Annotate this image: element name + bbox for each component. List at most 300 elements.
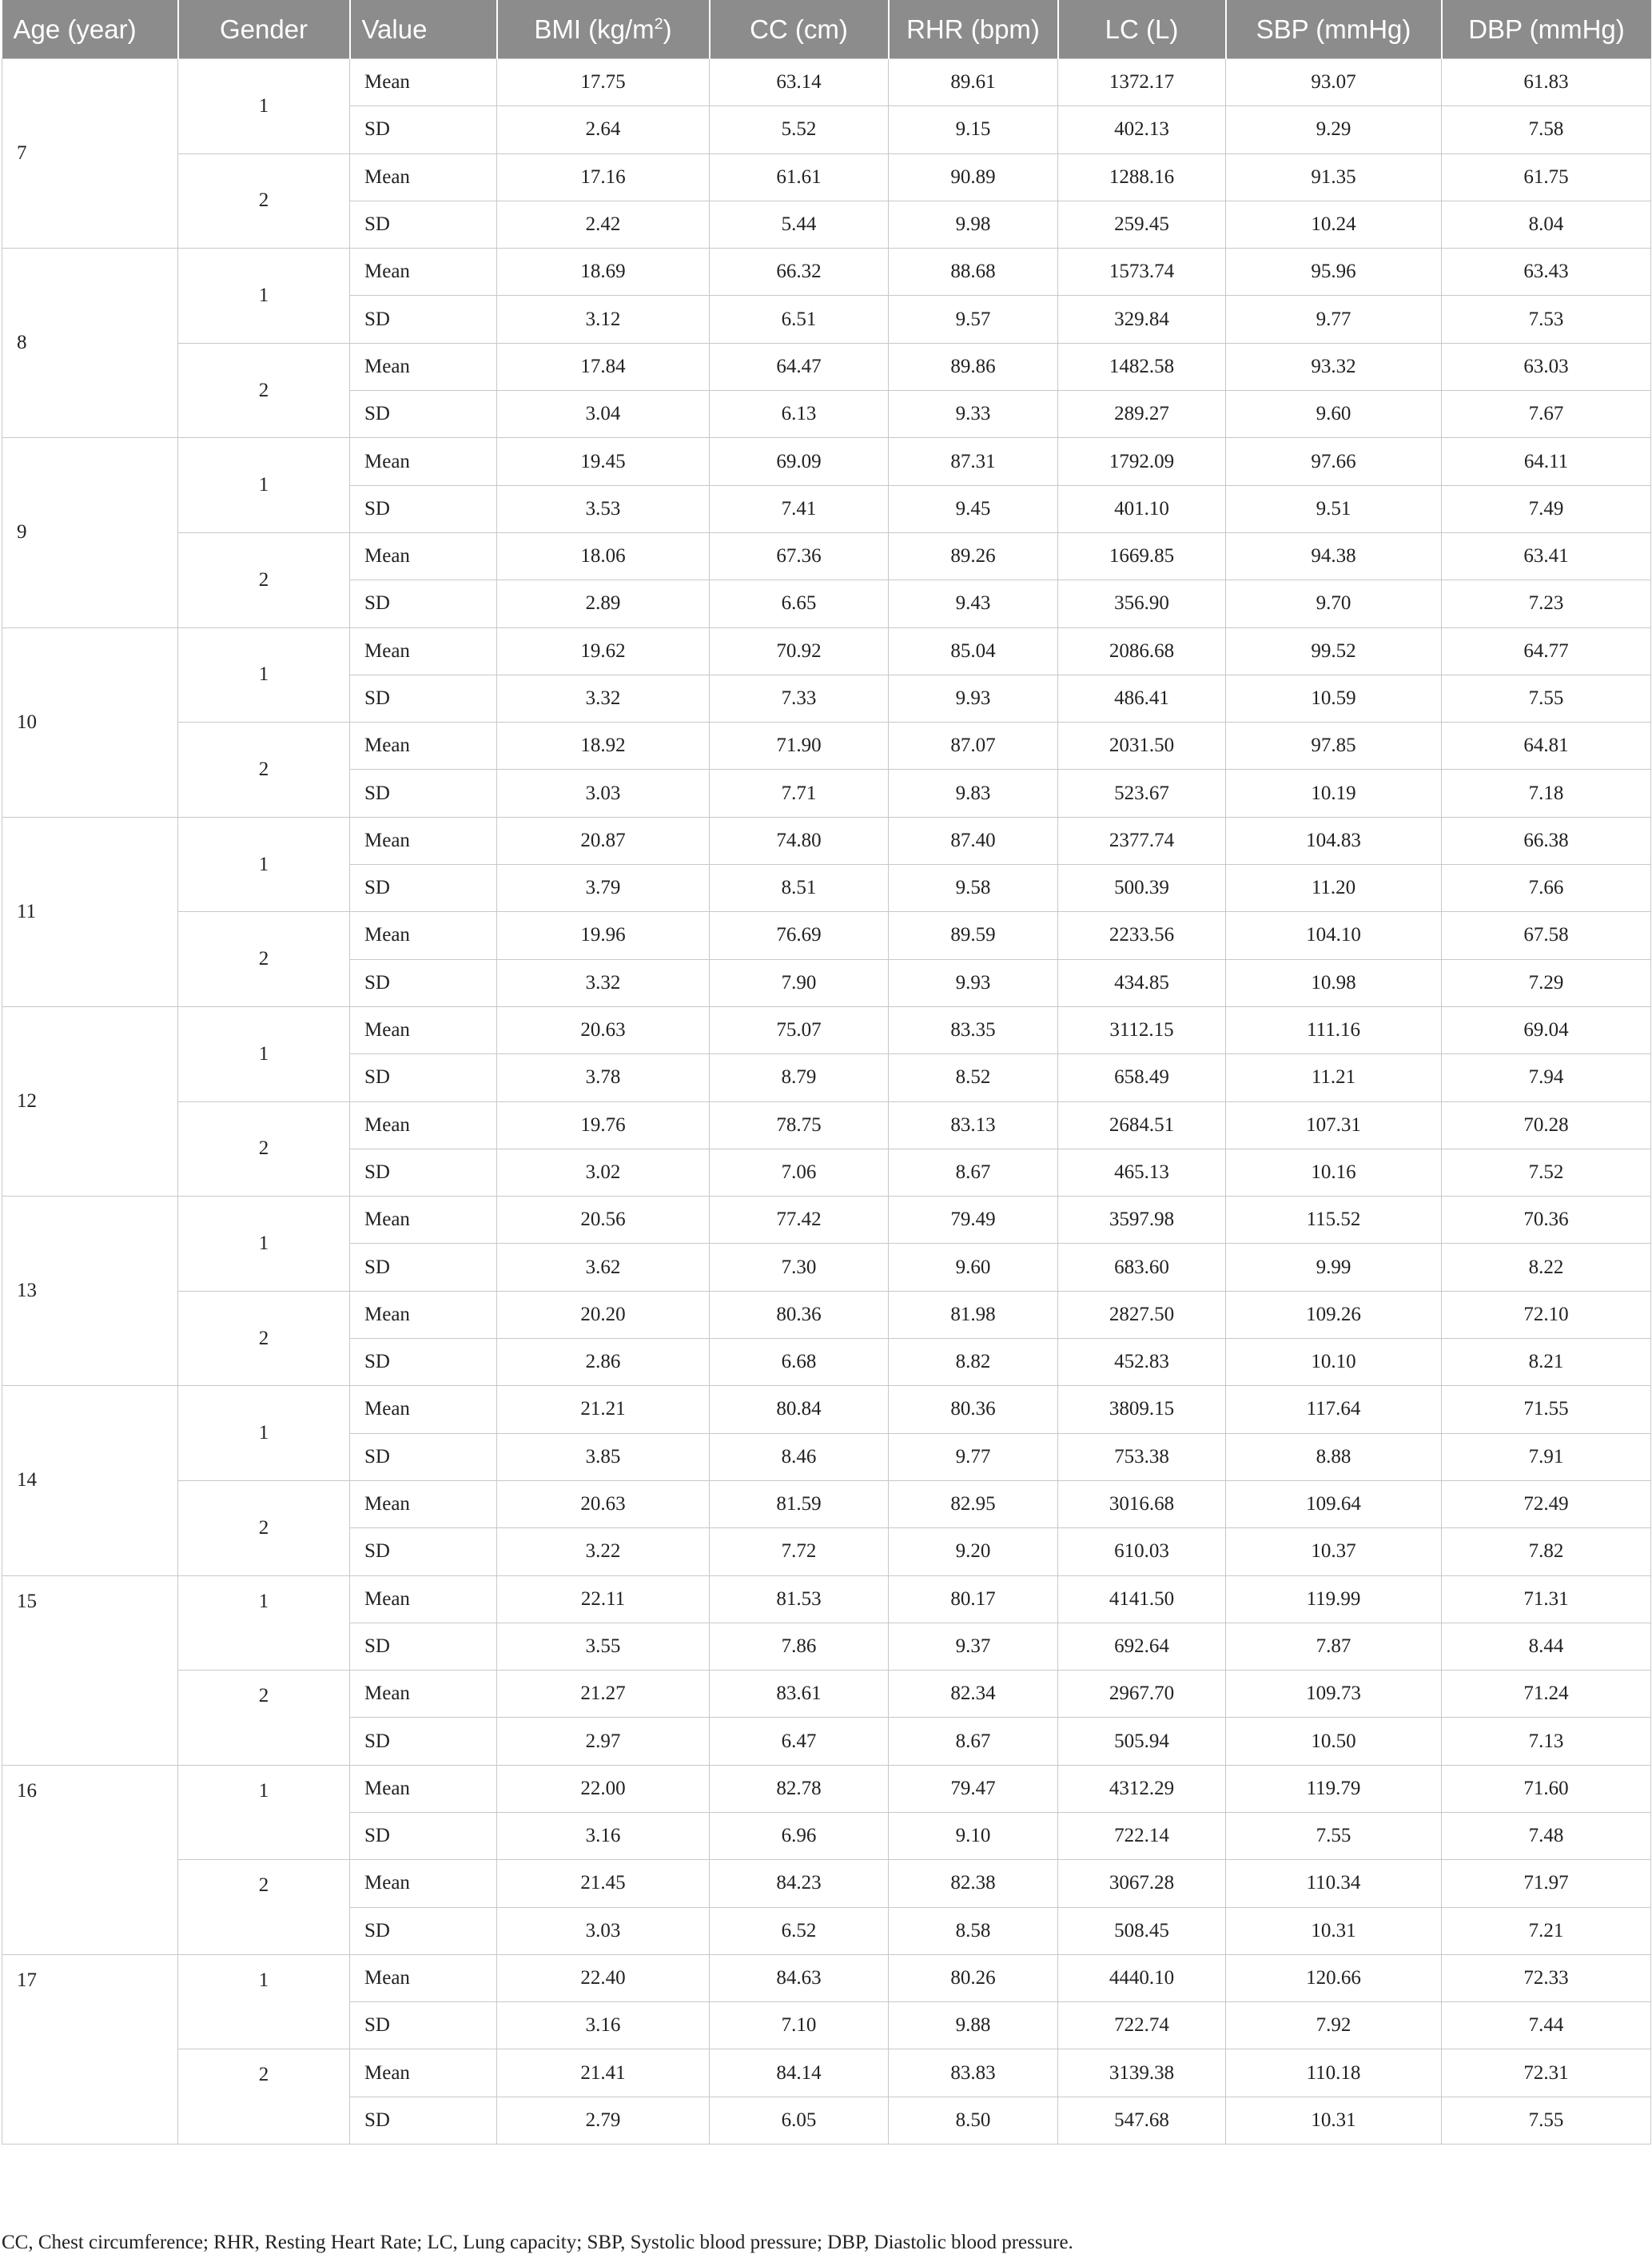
lc-cell: 4440.10	[1058, 1954, 1226, 2001]
sbp-cell: 109.73	[1226, 1671, 1442, 1718]
lc-cell: 2377.74	[1058, 817, 1226, 864]
sbp-cell: 94.38	[1226, 532, 1442, 579]
cc-cell: 84.23	[710, 1860, 889, 1907]
rhr-cell: 9.57	[889, 296, 1058, 343]
table-row	[2, 343, 1651, 390]
table-row	[2, 249, 1651, 296]
dbp-cell: 70.28	[1442, 1101, 1651, 1149]
gender-cell: 2	[178, 2049, 350, 2145]
rhr-cell: 87.40	[889, 817, 1058, 864]
dbp-cell: 7.52	[1442, 1149, 1651, 1196]
stat-cell: SD	[350, 391, 497, 438]
age-cell: 17	[2, 1954, 178, 2144]
lc-cell: 2233.56	[1058, 912, 1226, 959]
bmi-cell: 3.32	[497, 959, 710, 1006]
table-row	[2, 532, 1651, 579]
stat-cell: Mean	[350, 1006, 497, 1053]
cc-cell: 7.90	[710, 959, 889, 1006]
stat-cell: Mean	[350, 1765, 497, 1812]
bmi-cell: 22.40	[497, 1954, 710, 2001]
table-row	[2, 1480, 1651, 1527]
stat-cell: SD	[350, 1149, 497, 1196]
bmi-cell: 22.11	[497, 1575, 710, 1623]
sbp-cell: 104.83	[1226, 817, 1442, 864]
sbp-cell: 8.88	[1226, 1433, 1442, 1480]
stat-cell: SD	[350, 1623, 497, 1670]
rhr-cell: 9.88	[889, 2002, 1058, 2049]
dbp-cell: 7.67	[1442, 391, 1651, 438]
header-bmi-superscript: 2	[654, 14, 663, 33]
dbp-cell: 7.21	[1442, 1907, 1651, 1954]
bmi-cell: 21.27	[497, 1671, 710, 1718]
sbp-cell: 11.20	[1226, 865, 1442, 912]
table-header	[2, 0, 1651, 59]
sbp-cell: 109.64	[1226, 1480, 1442, 1527]
dbp-cell: 64.77	[1442, 627, 1651, 675]
dbp-cell: 7.55	[1442, 2097, 1651, 2144]
table-row	[2, 153, 1651, 201]
rhr-cell: 79.49	[889, 1197, 1058, 1244]
lc-cell: 547.68	[1058, 2097, 1226, 2144]
cc-cell: 7.06	[710, 1149, 889, 1196]
rhr-cell: 9.33	[889, 391, 1058, 438]
sbp-cell: 7.87	[1226, 1623, 1442, 1670]
gender-cell: 1	[178, 1006, 350, 1101]
rhr-cell: 87.31	[889, 438, 1058, 485]
dbp-cell: 72.49	[1442, 1480, 1651, 1527]
rhr-cell: 9.83	[889, 770, 1058, 817]
rhr-cell: 9.98	[889, 201, 1058, 248]
cc-cell: 64.47	[710, 343, 889, 390]
rhr-cell: 9.43	[889, 580, 1058, 627]
lc-cell: 523.67	[1058, 770, 1226, 817]
header-value: Value	[350, 0, 497, 59]
cc-cell: 7.72	[710, 1528, 889, 1575]
gender-cell: 1	[178, 1765, 350, 1860]
cc-cell: 81.53	[710, 1575, 889, 1623]
age-cell: 12	[2, 1006, 178, 1196]
table-row	[2, 2049, 1651, 2097]
sbp-cell: 119.99	[1226, 1575, 1442, 1623]
lc-cell: 1288.16	[1058, 153, 1226, 201]
stat-cell: Mean	[350, 249, 497, 296]
gender-cell: 1	[178, 438, 350, 533]
dbp-cell: 72.10	[1442, 1291, 1651, 1338]
rhr-cell: 8.58	[889, 1907, 1058, 1954]
dbp-cell: 7.91	[1442, 1433, 1651, 1480]
rhr-cell: 8.67	[889, 1718, 1058, 1765]
age-cell: 15	[2, 1575, 178, 1765]
lc-cell: 4141.50	[1058, 1575, 1226, 1623]
sbp-cell: 104.10	[1226, 912, 1442, 959]
age-cell: 8	[2, 249, 178, 438]
stat-cell: Mean	[350, 1480, 497, 1527]
sbp-cell: 99.52	[1226, 627, 1442, 675]
stat-cell: Mean	[350, 1575, 497, 1623]
age-cell: 11	[2, 817, 178, 1006]
gender-cell: 2	[178, 532, 350, 627]
stat-cell: Mean	[350, 153, 497, 201]
lc-cell: 1482.58	[1058, 343, 1226, 390]
lc-cell: 465.13	[1058, 1149, 1226, 1196]
bmi-cell: 2.89	[497, 580, 710, 627]
rhr-cell: 9.10	[889, 1812, 1058, 1859]
cc-cell: 6.47	[710, 1718, 889, 1765]
header-dbp: DBP (mmHg)	[1442, 0, 1651, 59]
lc-cell: 402.13	[1058, 106, 1226, 153]
stat-cell: Mean	[350, 817, 497, 864]
table-row	[2, 1860, 1651, 1907]
lc-cell: 692.64	[1058, 1623, 1226, 1670]
stat-cell: SD	[350, 675, 497, 722]
dbp-cell: 61.83	[1442, 59, 1651, 106]
cc-cell: 69.09	[710, 438, 889, 485]
table-row	[2, 723, 1651, 770]
sbp-cell: 97.85	[1226, 723, 1442, 770]
dbp-cell: 8.44	[1442, 1623, 1651, 1670]
sbp-cell: 7.55	[1226, 1812, 1442, 1859]
cc-cell: 6.52	[710, 1907, 889, 1954]
lc-cell: 722.74	[1058, 2002, 1226, 2049]
cc-cell: 84.14	[710, 2049, 889, 2097]
table-row	[2, 1386, 1651, 1433]
table-row	[2, 627, 1651, 675]
cc-cell: 7.86	[710, 1623, 889, 1670]
bmi-cell: 3.55	[497, 1623, 710, 1670]
bmi-cell: 20.63	[497, 1006, 710, 1053]
sbp-cell: 97.66	[1226, 438, 1442, 485]
sbp-cell: 9.99	[1226, 1244, 1442, 1291]
dbp-cell: 72.33	[1442, 1954, 1651, 2001]
lc-cell: 3112.15	[1058, 1006, 1226, 1053]
lc-cell: 3597.98	[1058, 1197, 1226, 1244]
sbp-cell: 110.18	[1226, 2049, 1442, 2097]
dbp-cell: 8.21	[1442, 1339, 1651, 1386]
stat-cell: Mean	[350, 723, 497, 770]
lc-cell: 1792.09	[1058, 438, 1226, 485]
cc-cell: 6.13	[710, 391, 889, 438]
lc-cell: 505.94	[1058, 1718, 1226, 1765]
cc-cell: 7.41	[710, 485, 889, 532]
rhr-cell: 82.95	[889, 1480, 1058, 1527]
age-cell: 16	[2, 1765, 178, 1954]
dbp-cell: 71.24	[1442, 1671, 1651, 1718]
sbp-cell: 109.26	[1226, 1291, 1442, 1338]
age-cell: 7	[2, 59, 178, 249]
dbp-cell: 64.81	[1442, 723, 1651, 770]
lc-cell: 2967.70	[1058, 1671, 1226, 1718]
stat-cell: Mean	[350, 59, 497, 106]
stat-cell: Mean	[350, 1386, 497, 1433]
table-row	[2, 59, 1651, 106]
cc-cell: 84.63	[710, 1954, 889, 2001]
sbp-cell: 9.70	[1226, 580, 1442, 627]
cc-cell: 6.68	[710, 1339, 889, 1386]
cc-cell: 83.61	[710, 1671, 889, 1718]
sbp-cell: 10.19	[1226, 770, 1442, 817]
bmi-cell: 2.79	[497, 2097, 710, 2144]
rhr-cell: 9.15	[889, 106, 1058, 153]
sbp-cell: 107.31	[1226, 1101, 1442, 1149]
lc-cell: 259.45	[1058, 201, 1226, 248]
bmi-cell: 21.45	[497, 1860, 710, 1907]
dbp-cell: 8.04	[1442, 201, 1651, 248]
age-cell: 13	[2, 1197, 178, 1386]
cc-cell: 80.36	[710, 1291, 889, 1338]
dbp-cell: 7.29	[1442, 959, 1651, 1006]
rhr-cell: 90.89	[889, 153, 1058, 201]
bmi-cell: 2.97	[497, 1718, 710, 1765]
table-row	[2, 817, 1651, 864]
sbp-cell: 9.51	[1226, 485, 1442, 532]
rhr-cell: 80.26	[889, 1954, 1058, 2001]
rhr-cell: 8.82	[889, 1339, 1058, 1386]
cc-cell: 80.84	[710, 1386, 889, 1433]
bmi-cell: 2.42	[497, 201, 710, 248]
stat-cell: SD	[350, 1433, 497, 1480]
lc-cell: 2086.68	[1058, 627, 1226, 675]
sbp-cell: 95.96	[1226, 249, 1442, 296]
dbp-cell: 7.66	[1442, 865, 1651, 912]
bmi-cell: 3.16	[497, 1812, 710, 1859]
lc-cell: 500.39	[1058, 865, 1226, 912]
rhr-cell: 9.93	[889, 959, 1058, 1006]
dbp-cell: 63.43	[1442, 249, 1651, 296]
sbp-cell: 10.24	[1226, 201, 1442, 248]
dbp-cell: 71.60	[1442, 1765, 1651, 1812]
cc-cell: 74.80	[710, 817, 889, 864]
stat-cell: SD	[350, 959, 497, 1006]
cc-cell: 6.65	[710, 580, 889, 627]
stat-cell: Mean	[350, 1860, 497, 1907]
header-age: Age (year)	[2, 0, 178, 59]
bmi-cell: 18.69	[497, 249, 710, 296]
header-lc: LC (L)	[1058, 0, 1226, 59]
gender-cell: 2	[178, 723, 350, 818]
sbp-cell: 10.10	[1226, 1339, 1442, 1386]
dbp-cell: 71.31	[1442, 1575, 1651, 1623]
bmi-cell: 19.96	[497, 912, 710, 959]
cc-cell: 70.92	[710, 627, 889, 675]
age-cell: 9	[2, 438, 178, 627]
lc-cell: 1372.17	[1058, 59, 1226, 106]
sbp-cell: 10.16	[1226, 1149, 1442, 1196]
bmi-cell: 2.64	[497, 106, 710, 153]
dbp-cell: 69.04	[1442, 1006, 1651, 1053]
header-gender: Gender	[178, 0, 350, 59]
sbp-cell: 110.34	[1226, 1860, 1442, 1907]
stat-cell: SD	[350, 1907, 497, 1954]
cc-cell: 7.71	[710, 770, 889, 817]
dbp-cell: 7.13	[1442, 1718, 1651, 1765]
lc-cell: 3809.15	[1058, 1386, 1226, 1433]
stat-cell: SD	[350, 1244, 497, 1291]
rhr-cell: 8.50	[889, 2097, 1058, 2144]
bmi-cell: 20.20	[497, 1291, 710, 1338]
cc-cell: 5.52	[710, 106, 889, 153]
rhr-cell: 85.04	[889, 627, 1058, 675]
stat-cell: SD	[350, 1054, 497, 1101]
stat-cell: SD	[350, 296, 497, 343]
stat-cell: SD	[350, 1812, 497, 1859]
lc-cell: 4312.29	[1058, 1765, 1226, 1812]
lc-cell: 3139.38	[1058, 2049, 1226, 2097]
bmi-cell: 20.56	[497, 1197, 710, 1244]
rhr-cell: 83.83	[889, 2049, 1058, 2097]
stat-cell: Mean	[350, 343, 497, 390]
lc-cell: 2031.50	[1058, 723, 1226, 770]
lc-cell: 486.41	[1058, 675, 1226, 722]
dbp-cell: 63.41	[1442, 532, 1651, 579]
bmi-cell: 3.62	[497, 1244, 710, 1291]
bmi-cell: 3.12	[497, 296, 710, 343]
dbp-cell: 7.18	[1442, 770, 1651, 817]
dbp-cell: 66.38	[1442, 817, 1651, 864]
age-cell: 10	[2, 627, 178, 817]
stat-cell: Mean	[350, 1954, 497, 2001]
sbp-cell: 117.64	[1226, 1386, 1442, 1433]
stat-cell: Mean	[350, 438, 497, 485]
header-bmi-close: )	[663, 14, 672, 44]
rhr-cell: 9.60	[889, 1244, 1058, 1291]
table-row	[2, 1671, 1651, 1718]
dbp-cell: 7.55	[1442, 675, 1651, 722]
rhr-cell: 80.36	[889, 1386, 1058, 1433]
bmi-cell: 3.03	[497, 770, 710, 817]
cc-cell: 71.90	[710, 723, 889, 770]
stat-cell: Mean	[350, 2049, 497, 2097]
rhr-cell: 8.52	[889, 1054, 1058, 1101]
bmi-cell: 21.41	[497, 2049, 710, 2097]
cc-cell: 77.42	[710, 1197, 889, 1244]
lc-cell: 610.03	[1058, 1528, 1226, 1575]
stat-cell: Mean	[350, 627, 497, 675]
dbp-cell: 64.11	[1442, 438, 1651, 485]
stat-cell: SD	[350, 1528, 497, 1575]
cc-cell: 8.46	[710, 1433, 889, 1480]
header-sbp: SBP (mmHg)	[1226, 0, 1442, 59]
stat-cell: Mean	[350, 1291, 497, 1338]
gender-cell: 2	[178, 912, 350, 1007]
gender-cell: 2	[178, 343, 350, 438]
dbp-cell: 71.97	[1442, 1860, 1651, 1907]
bmi-cell: 3.03	[497, 1907, 710, 1954]
lc-cell: 2684.51	[1058, 1101, 1226, 1149]
cc-cell: 76.69	[710, 912, 889, 959]
sbp-cell: 9.60	[1226, 391, 1442, 438]
sbp-cell: 10.37	[1226, 1528, 1442, 1575]
rhr-cell: 9.37	[889, 1623, 1058, 1670]
sbp-cell: 10.31	[1226, 1907, 1442, 1954]
rhr-cell: 82.38	[889, 1860, 1058, 1907]
dbp-cell: 7.82	[1442, 1528, 1651, 1575]
cc-cell: 6.96	[710, 1812, 889, 1859]
dbp-cell: 7.44	[1442, 2002, 1651, 2049]
gender-cell: 2	[178, 1480, 350, 1575]
rhr-cell: 80.17	[889, 1575, 1058, 1623]
bmi-cell: 21.21	[497, 1386, 710, 1433]
rhr-cell: 79.47	[889, 1765, 1058, 1812]
rhr-cell: 9.77	[889, 1433, 1058, 1480]
bmi-cell: 3.22	[497, 1528, 710, 1575]
cc-cell: 7.33	[710, 675, 889, 722]
dbp-cell: 7.53	[1442, 296, 1651, 343]
dbp-cell: 67.58	[1442, 912, 1651, 959]
gender-cell: 1	[178, 1197, 350, 1292]
gender-cell: 2	[178, 1101, 350, 1197]
bmi-cell: 20.63	[497, 1480, 710, 1527]
cc-cell: 67.36	[710, 532, 889, 579]
table-row	[2, 438, 1651, 485]
gender-cell: 1	[178, 1575, 350, 1671]
bmi-cell: 3.78	[497, 1054, 710, 1101]
table-row	[2, 1197, 1651, 1244]
stat-cell: Mean	[350, 1197, 497, 1244]
dbp-cell: 63.03	[1442, 343, 1651, 390]
cc-cell: 75.07	[710, 1006, 889, 1053]
dbp-cell: 8.22	[1442, 1244, 1651, 1291]
table-footnote: CC, Chest circumference; RHR, Resting Heart Rate; LC, Lung capacity; SBP, Systolic blood pressure; DBP, Diastolic blood pressure.	[2, 2232, 1073, 2253]
dbp-cell: 7.94	[1442, 1054, 1651, 1101]
gender-cell: 1	[178, 627, 350, 723]
sbp-cell: 111.16	[1226, 1006, 1442, 1053]
stat-cell: SD	[350, 865, 497, 912]
bmi-cell: 19.76	[497, 1101, 710, 1149]
sbp-cell: 93.07	[1226, 59, 1442, 106]
bmi-cell: 3.53	[497, 485, 710, 532]
lc-cell: 401.10	[1058, 485, 1226, 532]
stat-cell: Mean	[350, 1671, 497, 1718]
rhr-cell: 9.45	[889, 485, 1058, 532]
cc-cell: 78.75	[710, 1101, 889, 1149]
dbp-cell: 71.55	[1442, 1386, 1651, 1433]
gender-cell: 2	[178, 1671, 350, 1766]
cc-cell: 5.44	[710, 201, 889, 248]
bmi-cell: 2.86	[497, 1339, 710, 1386]
rhr-cell: 9.58	[889, 865, 1058, 912]
header-cc: CC (cm)	[710, 0, 889, 59]
dbp-cell: 7.23	[1442, 580, 1651, 627]
rhr-cell: 89.26	[889, 532, 1058, 579]
rhr-cell: 89.86	[889, 343, 1058, 390]
lc-cell: 356.90	[1058, 580, 1226, 627]
bmi-cell: 19.45	[497, 438, 710, 485]
lc-cell: 3016.68	[1058, 1480, 1226, 1527]
bmi-cell: 18.92	[497, 723, 710, 770]
rhr-cell: 89.59	[889, 912, 1058, 959]
sbp-cell: 115.52	[1226, 1197, 1442, 1244]
rhr-cell: 83.35	[889, 1006, 1058, 1053]
sbp-cell: 7.92	[1226, 2002, 1442, 2049]
table-row	[2, 1954, 1651, 2001]
dbp-cell: 7.48	[1442, 1812, 1651, 1859]
lc-cell: 3067.28	[1058, 1860, 1226, 1907]
cc-cell: 7.10	[710, 2002, 889, 2049]
lc-cell: 329.84	[1058, 296, 1226, 343]
lc-cell: 508.45	[1058, 1907, 1226, 1954]
bmi-cell: 3.04	[497, 391, 710, 438]
header-rhr: RHR (bpm)	[889, 0, 1058, 59]
stat-cell: SD	[350, 2002, 497, 2049]
bmi-cell: 22.00	[497, 1765, 710, 1812]
bmi-cell: 3.85	[497, 1433, 710, 1480]
rhr-cell: 89.61	[889, 59, 1058, 106]
sbp-cell: 91.35	[1226, 153, 1442, 201]
stat-cell: SD	[350, 1718, 497, 1765]
cc-cell: 8.79	[710, 1054, 889, 1101]
bmi-cell: 3.16	[497, 2002, 710, 2049]
header-bmi	[497, 0, 710, 59]
